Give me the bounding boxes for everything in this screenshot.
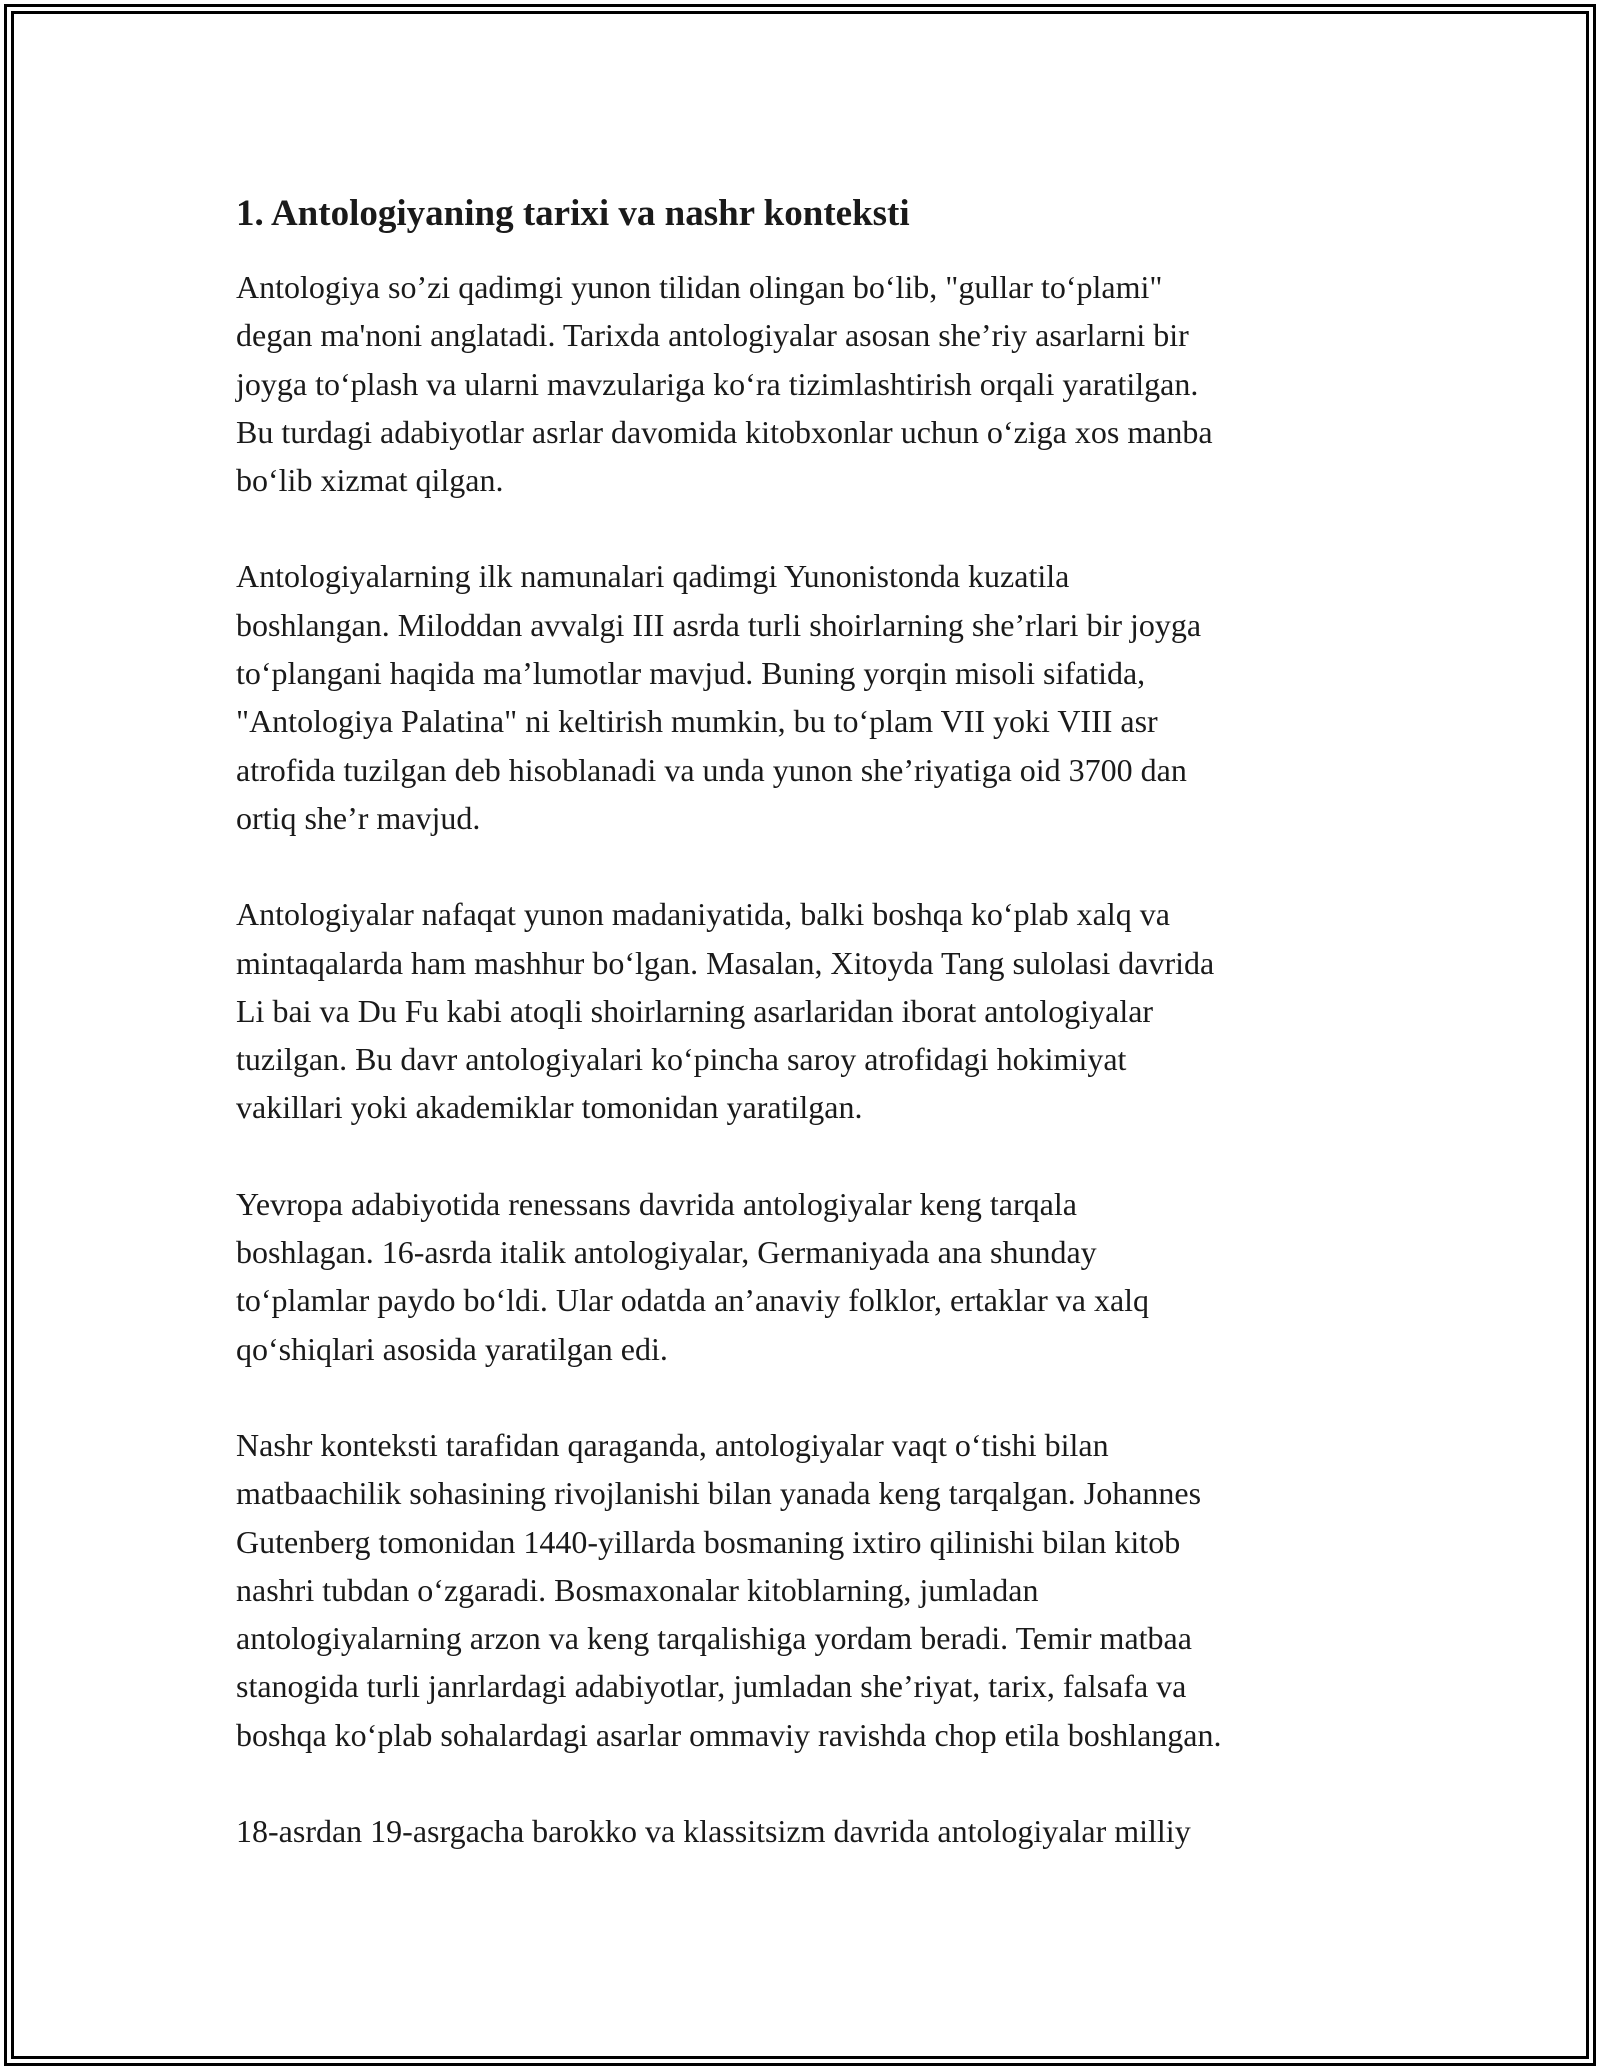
paragraph-3: Antologiyalar nafaqat yunon madaniyatida, balki boshqa ko‘plab xalq va mintaqalarda ham mashhur bo‘lgan. Masalan, Xitoyda Tang sulolasi davrida Li bai va Du Fu kabi atoqli shoirlarning asarlaridan iborat antologiyalar tuzilgan. Bu davr antologiyalari ko‘pincha saroy atrofidagi hokimiyat vakillari yoki akademiklar tomonidan yaratilgan.	[236, 896, 1215, 1126]
section-heading: 1. Antologiyaning tarixi va nashr konteksti	[236, 193, 910, 234]
paragraph-1: Antologiya so’zi qadimgi yunon tilidan olingan bo‘lib, "gullar to‘plami" degan ma'noni anglatadi. Tarixda antologiyalar asosan she’riy asarlarni bir joyga to‘plash va ularni mavzulariga ko‘ra tizimlashtirish orqali yaratilgan. Bu turdagi adabiyotlar asrlar davomida kitobxonlar uchun o‘ziga xos manba bo‘lib xizmat qilgan.	[236, 269, 1213, 499]
paragraph-6: 18-asrdan 19-asrgacha barokko va klassitsizm davrida antologiyalar milliy	[236, 1813, 1191, 1850]
document-body	[236, 188, 1376, 1903]
paragraph-5: Nashr konteksti tarafidan qaraganda, antologiyalar vaqt o‘tishi bilan matbaachilik sohasining rivojlanishi bilan yanada keng tarqalgan. Johannes Gutenberg tomonidan 1440-yillarda bosmaning ixtiro qilinishi bilan kitob nashri tubdan o‘zgaradi. Bosmaxonalar kitoblarning, jumladan antologiyalarning arzon va keng tarqalishiga yordam beradi. Temir matbaa stanogida turli janrlardagi adabiyotlar, jumladan she’riyat, tarix, falsafa va boshqa ko‘plab sohalardagi asarlar ommaviy ravishda chop etila boshlangan.	[236, 1426, 1222, 1753]
paragraph-4: Yevropa adabiyotida renessans davrida antologiyalar keng tarqala boshlagan. 16-asrda italik antologiyalar, Germaniyada ana shunday to‘plamlar paydo bo‘ldi. Ular odatda an’anaviy folklor, ertaklar va xalq qo‘shiqlari asosida yaratilgan edi.	[236, 1185, 1150, 1367]
paragraph-2: Antologiyalarning ilk namunalari qadimgi Yunonistonda kuzatila boshlangan. Miloddan avvalgi III asrda turli shoirlarning she’rlari bir joyga to‘plangani haqida ma’lumotlar mavjud. Buning yorqin misoli sifatida, "Antologiya Palatina" ni keltirish mumkin, bu to‘plam VII yoki VIII asr atrofida tuzilgan deb hisoblanadi va unda yunon she’riyatiga oid 3700 dan ortiq she’r mavjud.	[236, 558, 1202, 836]
